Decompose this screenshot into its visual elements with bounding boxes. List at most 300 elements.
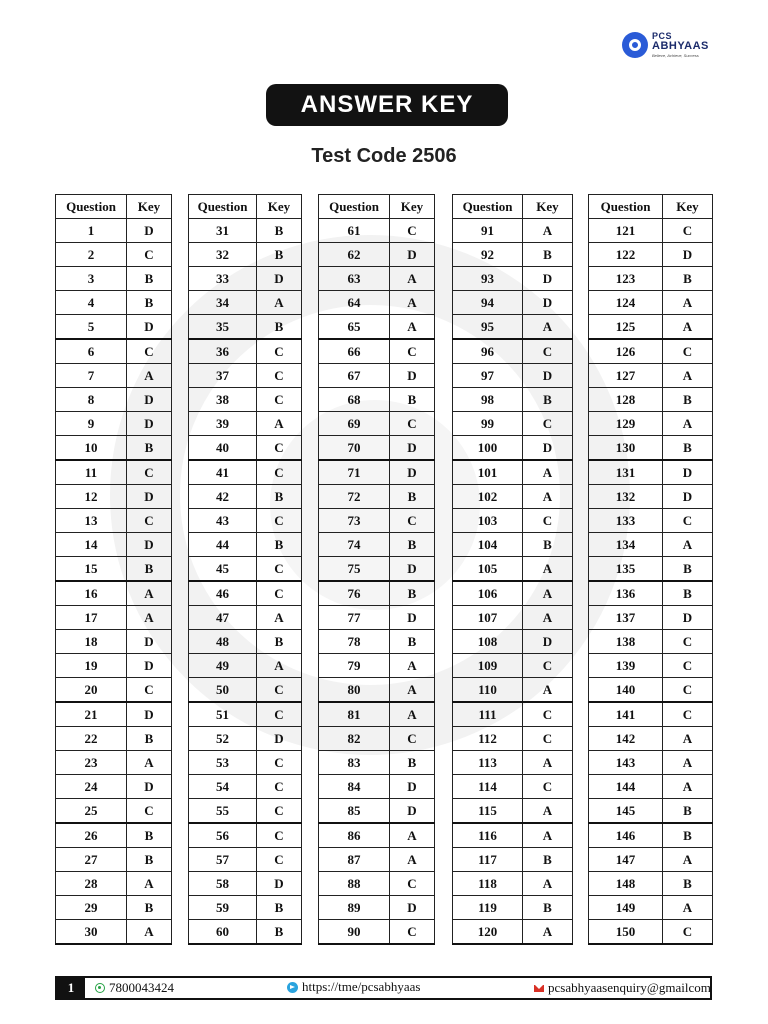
answer-key: C [663,678,713,703]
question-number: 91 [453,219,523,243]
table-row [189,581,302,606]
question-number: 90 [319,920,390,945]
answer-key: C [257,799,302,824]
answer-key: A [390,702,435,727]
question-number: 2 [56,243,127,267]
question-number: 47 [189,606,257,630]
question-number: 147 [589,848,663,872]
question-number: 131 [589,460,663,485]
answer-key: B [523,388,573,412]
answer-key: A [390,267,435,291]
question-number: 78 [319,630,390,654]
answer-key: A [127,581,172,606]
answer-key: D [663,460,713,485]
table-row [56,630,172,654]
table-row [589,485,713,509]
table-row [453,315,573,340]
answer-key: D [390,606,435,630]
question-number: 97 [453,364,523,388]
table-row [453,872,573,896]
answer-key: A [663,533,713,557]
table-row [56,485,172,509]
question-number: 146 [589,823,663,848]
question-number: 35 [189,315,257,340]
answer-key: D [523,436,573,461]
table-row [189,872,302,896]
column-header-key: Key [127,195,172,219]
table-header-row [319,195,435,219]
table-row [453,727,573,751]
answer-key: C [257,388,302,412]
table-row [453,606,573,630]
logo-mark-icon [622,32,648,58]
question-number: 12 [56,485,127,509]
question-number: 34 [189,291,257,315]
answer-key: B [127,896,172,920]
table-row [189,775,302,799]
question-number: 38 [189,388,257,412]
column-header-question: Question [453,195,523,219]
question-number: 117 [453,848,523,872]
table-row [319,460,435,485]
question-number: 111 [453,702,523,727]
table-row [56,823,172,848]
table-row [189,727,302,751]
table-row [589,775,713,799]
answer-key: D [127,533,172,557]
question-number: 98 [453,388,523,412]
question-number: 133 [589,509,663,533]
question-number: 17 [56,606,127,630]
table-row [453,460,573,485]
answer-key: A [663,412,713,436]
table-row [189,920,302,945]
answer-key: D [127,654,172,678]
table-row [589,848,713,872]
table-row [189,460,302,485]
table-row [56,872,172,896]
question-number: 109 [453,654,523,678]
answer-key: B [257,485,302,509]
table-row [453,823,573,848]
question-number: 126 [589,339,663,364]
table-row [56,606,172,630]
answer-key: A [390,848,435,872]
answer-key: C [390,727,435,751]
table-row [453,896,573,920]
table-row [189,243,302,267]
answer-key: C [663,920,713,945]
question-number: 150 [589,920,663,945]
question-number: 14 [56,533,127,557]
question-number: 55 [189,799,257,824]
table-row [589,364,713,388]
table-row [453,291,573,315]
table-row [319,751,435,775]
answer-key: D [390,557,435,582]
table-row [453,364,573,388]
question-number: 73 [319,509,390,533]
answer-key: C [257,509,302,533]
answer-key: A [523,872,573,896]
email-link[interactable]: pcsabhyaasenquiry@gmailcom [548,980,711,995]
question-number: 79 [319,654,390,678]
table-row [589,533,713,557]
question-number: 19 [56,654,127,678]
question-number: 144 [589,775,663,799]
answer-key: C [523,727,573,751]
answer-key: D [390,460,435,485]
answer-table-1 [55,194,172,945]
table-row [56,509,172,533]
answer-key: D [390,436,435,461]
question-number: 30 [56,920,127,945]
question-number: 77 [319,606,390,630]
answer-key: A [127,606,172,630]
answer-key: C [390,219,435,243]
table-row [56,364,172,388]
answer-key: B [523,848,573,872]
question-number: 87 [319,848,390,872]
question-number: 115 [453,799,523,824]
table-row [453,678,573,703]
table-row [589,678,713,703]
footer-email[interactable] [534,980,711,996]
question-number: 4 [56,291,127,315]
answer-key: A [663,291,713,315]
table-row [453,799,573,824]
answer-key: C [390,339,435,364]
question-number: 141 [589,702,663,727]
question-number: 29 [56,896,127,920]
answer-key: A [663,751,713,775]
question-number: 3 [56,267,127,291]
table-row [56,799,172,824]
question-number: 95 [453,315,523,340]
table-header-row [56,195,172,219]
table-header-row [453,195,573,219]
answer-key: B [127,291,172,315]
table-row [319,267,435,291]
answer-key: B [663,823,713,848]
answer-key: B [663,581,713,606]
answer-key: C [390,920,435,945]
question-number: 27 [56,848,127,872]
question-number: 50 [189,678,257,703]
answer-key: A [523,485,573,509]
table-row [453,581,573,606]
table-row [189,630,302,654]
question-number: 36 [189,339,257,364]
question-number: 58 [189,872,257,896]
question-number: 69 [319,412,390,436]
answer-key: C [523,654,573,678]
phone-number: 7800043424 [109,980,174,995]
question-number: 135 [589,557,663,582]
table-row [453,219,573,243]
table-row [56,702,172,727]
answer-key: B [663,557,713,582]
answer-key: D [127,702,172,727]
answer-key: D [127,388,172,412]
table-row [189,654,302,678]
answer-key: B [663,267,713,291]
question-number: 148 [589,872,663,896]
table-row [189,702,302,727]
column-header-question: Question [319,195,390,219]
answer-key: C [127,799,172,824]
table-row [453,775,573,799]
answer-key: B [390,751,435,775]
answer-key: A [127,872,172,896]
mail-icon [534,985,544,992]
answer-key: C [257,364,302,388]
table-row [589,606,713,630]
answer-key: A [663,315,713,340]
answer-key: A [523,219,573,243]
table-row [56,533,172,557]
answer-key: A [523,315,573,340]
question-number: 31 [189,219,257,243]
answer-key: B [127,848,172,872]
table-row [589,388,713,412]
question-number: 64 [319,291,390,315]
answer-table-3 [318,194,435,945]
table-row [319,291,435,315]
table-row [453,630,573,654]
answer-key: D [663,606,713,630]
answer-key: D [390,896,435,920]
question-number: 118 [453,872,523,896]
question-number: 43 [189,509,257,533]
answer-key: B [257,219,302,243]
answer-key: D [257,872,302,896]
table-row [189,388,302,412]
answer-key: D [390,243,435,267]
question-number: 127 [589,364,663,388]
table-row [589,727,713,751]
table-row [319,678,435,703]
question-number: 6 [56,339,127,364]
answer-key: A [663,727,713,751]
question-number: 86 [319,823,390,848]
answer-key: A [257,606,302,630]
question-number: 143 [589,751,663,775]
question-number: 59 [189,896,257,920]
question-number: 120 [453,920,523,945]
answer-key: D [127,315,172,340]
whatsapp-icon [95,983,105,993]
question-number: 7 [56,364,127,388]
question-number: 139 [589,654,663,678]
answer-key: B [390,630,435,654]
table-row [56,339,172,364]
table-row [589,799,713,824]
table-row [319,315,435,340]
question-number: 119 [453,896,523,920]
answer-key: C [663,509,713,533]
answer-key: B [257,630,302,654]
question-number: 9 [56,412,127,436]
question-number: 83 [319,751,390,775]
table-row [319,920,435,945]
table-row [189,412,302,436]
question-number: 65 [319,315,390,340]
question-number: 81 [319,702,390,727]
table-row [589,702,713,727]
answer-key: B [257,896,302,920]
question-number: 105 [453,557,523,582]
answer-key: C [127,460,172,485]
answer-key: C [390,509,435,533]
question-number: 39 [189,412,257,436]
answer-key: B [390,581,435,606]
table-row [319,485,435,509]
answer-key: B [663,872,713,896]
question-number: 10 [56,436,127,461]
table-row [589,630,713,654]
question-number: 32 [189,243,257,267]
question-number: 45 [189,557,257,582]
answer-key: D [127,630,172,654]
question-number: 121 [589,219,663,243]
question-number: 61 [319,219,390,243]
question-number: 107 [453,606,523,630]
answer-table-2 [188,194,302,945]
answer-key: A [523,581,573,606]
question-number: 124 [589,291,663,315]
answer-key: D [390,775,435,799]
answer-key: A [390,678,435,703]
answer-key: A [523,460,573,485]
question-number: 21 [56,702,127,727]
answer-key: B [523,533,573,557]
answer-key: B [127,557,172,582]
table-row [589,823,713,848]
answer-key: A [523,606,573,630]
question-number: 134 [589,533,663,557]
table-row [189,485,302,509]
answer-key: C [257,581,302,606]
answer-key: C [663,219,713,243]
question-number: 110 [453,678,523,703]
question-number: 25 [56,799,127,824]
table-row [319,581,435,606]
answer-key: A [390,315,435,340]
answer-key: A [257,291,302,315]
table-row [453,388,573,412]
answer-key: D [663,243,713,267]
test-code-subtitle: Test Code 2506 [311,145,457,167]
telegram-link[interactable]: https://tme/pcsabhyaas [302,979,421,994]
question-number: 54 [189,775,257,799]
table-row [56,388,172,412]
logo-tagline: Believe, Achieve, Success [652,53,699,58]
table-row [56,775,172,799]
question-number: 41 [189,460,257,485]
answer-key: B [390,533,435,557]
question-number: 80 [319,678,390,703]
footer-bar [55,976,712,1000]
question-number: 129 [589,412,663,436]
table-row [453,848,573,872]
question-number: 5 [56,315,127,340]
question-number: 57 [189,848,257,872]
question-number: 140 [589,678,663,703]
footer-phone [95,980,174,996]
page-title: ANSWER KEY [266,84,508,126]
table-row [453,920,573,945]
answer-key: A [523,823,573,848]
table-row [56,412,172,436]
answer-key: B [663,388,713,412]
question-number: 66 [319,339,390,364]
table-row [589,243,713,267]
table-row [589,872,713,896]
answer-key: A [523,920,573,945]
answer-key: B [663,436,713,461]
table-row [56,581,172,606]
answer-key: B [257,243,302,267]
answer-key: C [663,702,713,727]
question-number: 125 [589,315,663,340]
question-number: 67 [319,364,390,388]
question-number: 100 [453,436,523,461]
table-row [56,219,172,243]
answer-key: C [390,872,435,896]
answer-key: B [127,727,172,751]
table-row [319,702,435,727]
question-number: 88 [319,872,390,896]
table-row [56,557,172,582]
page-number: 1 [57,978,85,998]
table-row [589,509,713,533]
table-row [189,557,302,582]
table-row [56,654,172,678]
question-number: 16 [56,581,127,606]
table-row [589,751,713,775]
question-number: 102 [453,485,523,509]
answer-key: C [257,848,302,872]
question-number: 142 [589,727,663,751]
table-row [189,848,302,872]
answer-key: C [257,823,302,848]
table-row [56,243,172,267]
question-number: 51 [189,702,257,727]
table-row [319,775,435,799]
answer-key: C [390,412,435,436]
column-header-key: Key [257,195,302,219]
table-row [589,412,713,436]
answer-key: C [523,339,573,364]
question-number: 94 [453,291,523,315]
table-row [589,267,713,291]
table-row [189,219,302,243]
answer-key: A [390,654,435,678]
answer-key: C [257,436,302,461]
question-number: 20 [56,678,127,703]
answer-key: B [257,920,302,945]
table-row [319,606,435,630]
answer-key: A [523,557,573,582]
question-number: 24 [56,775,127,799]
question-number: 89 [319,896,390,920]
answer-key: C [127,678,172,703]
question-number: 40 [189,436,257,461]
column-header-question: Question [589,195,663,219]
answer-key: D [127,412,172,436]
footer-telegram[interactable] [287,979,420,995]
